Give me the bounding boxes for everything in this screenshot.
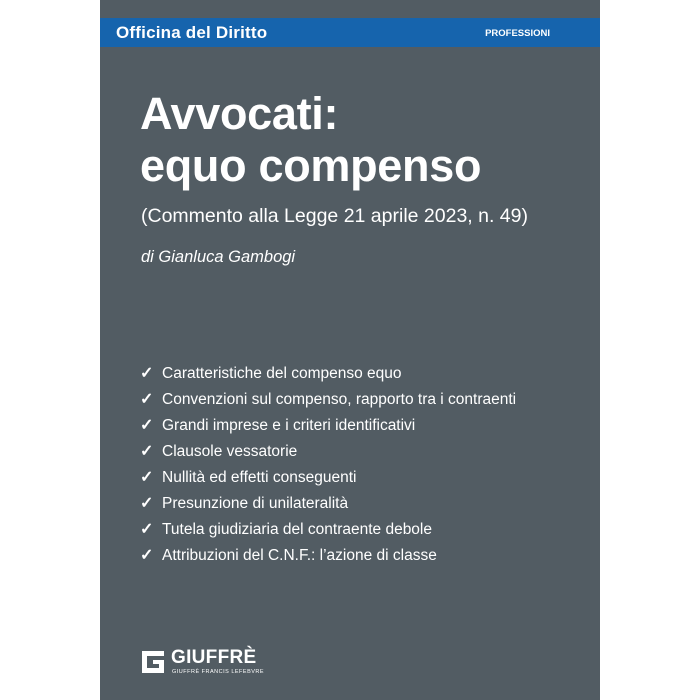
book-title [140, 88, 481, 192]
feature-item [140, 415, 516, 441]
book-title-line-1: Avvocati: [140, 88, 339, 139]
feature-label: Nullità ed effetti conseguenti [162, 469, 357, 486]
feature-label: Tutela giudiziaria del contraente debole [162, 521, 432, 538]
check-icon: ✓ [140, 365, 154, 382]
series-banner [100, 18, 600, 47]
feature-item [140, 493, 516, 519]
check-icon: ✓ [140, 417, 154, 434]
feature-label: Grandi imprese e i criteri identificativi [162, 417, 416, 434]
publisher-subtitle: GIUFFRÈ FRANCIS LEFEBVRE [172, 669, 265, 675]
check-icon: ✓ [140, 391, 154, 408]
feature-list [140, 363, 516, 571]
check-icon: ✓ [140, 469, 154, 486]
feature-label: Presunzione di unilateralità [162, 495, 349, 512]
feature-item [140, 467, 516, 493]
check-icon: ✓ [140, 495, 154, 512]
feature-item [140, 389, 516, 415]
series-title: Officina del Diritto [116, 23, 268, 42]
book-author: di Gianluca Gambogi [141, 248, 296, 266]
feature-item [140, 545, 516, 571]
book-subtitle: (Commento alla Legge 21 aprile 2023, n. 49) [141, 205, 528, 227]
check-icon: ✓ [140, 443, 154, 460]
feature-label: Convenzioni sul compenso, rapporto tra i contraenti [162, 391, 517, 408]
publisher-name: GIUFFRÈ [171, 647, 257, 668]
feature-item [140, 363, 516, 389]
feature-label: Clausole vessatorie [162, 443, 298, 460]
feature-item [140, 441, 516, 467]
feature-item [140, 519, 516, 545]
book-title-line-2: equo compenso [140, 140, 482, 191]
check-icon: ✓ [140, 547, 154, 564]
book-cover [100, 0, 600, 700]
feature-label: Attribuzioni del C.N.F.: l’azione di classe [162, 547, 437, 564]
series-tag: PROFESSIONI [485, 28, 550, 39]
giuffre-logo-icon [140, 649, 166, 675]
feature-label: Caratteristiche del compenso equo [162, 365, 402, 382]
check-icon: ✓ [140, 521, 154, 538]
